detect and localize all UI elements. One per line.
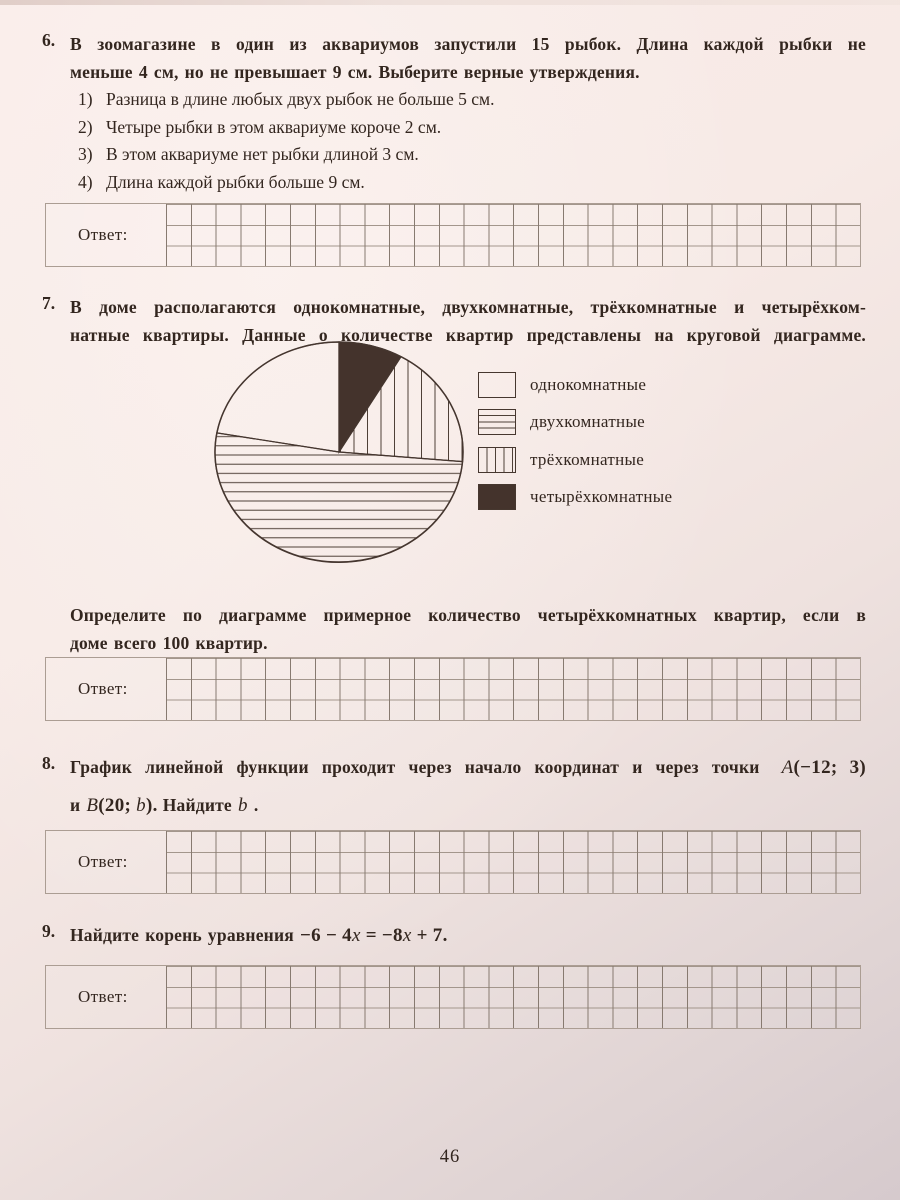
legend-item-two-room bbox=[478, 409, 672, 436]
option-2 bbox=[78, 114, 858, 142]
legend-item-one-room bbox=[478, 371, 672, 398]
option-3 bbox=[78, 141, 858, 169]
option-1-text: Разница в длине любых двух рыбок не больше 5 см. bbox=[106, 89, 495, 109]
answer-grid-9 bbox=[166, 966, 860, 1028]
problem-7-question-line-2: доме всего 100 квартир. bbox=[70, 633, 268, 653]
answer-grid-8 bbox=[166, 831, 860, 893]
legend-label-four-room: четырёхкомнатные bbox=[530, 487, 673, 506]
option-1 bbox=[78, 86, 858, 114]
problem-7-statement bbox=[70, 293, 866, 349]
legend-swatch-white-icon bbox=[478, 372, 516, 398]
option-4-number: 4) bbox=[78, 171, 93, 192]
math-equation: −6 − 4x = −8x + 7. bbox=[299, 925, 448, 946]
answer-box-7 bbox=[45, 657, 861, 721]
option-4-text: Длина каждой рыбки больше 9 см. bbox=[106, 171, 365, 192]
pie-legend bbox=[478, 371, 672, 521]
math-point-A: A(−12; 3) bbox=[781, 757, 867, 778]
problem-6-statement bbox=[70, 30, 866, 86]
problem-8-text-4: . bbox=[253, 795, 259, 815]
problem-8-line-2 bbox=[70, 791, 258, 820]
math-point-B: B(20; b). bbox=[86, 795, 163, 816]
problem-7-number: 7. bbox=[42, 293, 56, 313]
pie-chart-slices bbox=[215, 342, 463, 562]
legend-item-four-room bbox=[478, 484, 672, 511]
answer-label: Ответ: bbox=[78, 852, 128, 871]
answer-box-8 bbox=[45, 830, 861, 894]
problem-9-number: 9. bbox=[42, 921, 56, 941]
problem-6-line-2: меньше 4 см, но не превышает 9 см. Выберите верные утверждения. bbox=[70, 62, 640, 82]
problem-9-text: Найдите корень уравнения bbox=[70, 925, 300, 945]
problem-8-text-2: и bbox=[70, 795, 87, 815]
legend-swatch-black-icon bbox=[478, 484, 516, 510]
answer-label: Ответ: bbox=[78, 987, 128, 1006]
legend-item-three-room bbox=[478, 446, 672, 473]
problem-8-text-1: График линейной функции проходит через начало координат и через точки bbox=[70, 757, 760, 777]
legend-swatch-vertical-stripes-icon bbox=[478, 447, 516, 473]
problem-7-question bbox=[70, 601, 866, 657]
answer-label: Ответ: bbox=[78, 225, 128, 244]
pie-slice-однокомнатные bbox=[217, 342, 339, 452]
problem-8-number: 8. bbox=[42, 753, 56, 773]
option-3-text: В этом аквариуме нет рыбки длиной 3 см. bbox=[106, 144, 419, 164]
pie-chart bbox=[213, 340, 465, 564]
option-2-number: 2) bbox=[78, 116, 93, 137]
problem-9-statement bbox=[70, 921, 448, 950]
problem-6-options bbox=[78, 86, 858, 196]
scan-edge-shadow bbox=[0, 0, 900, 5]
legend-swatch-horizontal-stripes-icon bbox=[478, 409, 516, 435]
option-4 bbox=[78, 169, 858, 197]
option-2-text: Четыре рыбки в этом аквариуме короче 2 см. bbox=[106, 116, 442, 137]
problem-7-line-2: натные квартиры. Данные о количестве квартир представлены на круговой диаграмме. bbox=[70, 325, 866, 345]
option-1-number: 1) bbox=[78, 89, 93, 109]
problem-6-number: 6. bbox=[42, 30, 56, 50]
answer-grid-6 bbox=[166, 204, 860, 266]
option-3-number: 3) bbox=[78, 144, 93, 164]
problem-7-line-1: В доме располагаются однокомнатные, двухкомнатные, трёхкомнатные и четырёхком- bbox=[70, 297, 866, 317]
problem-6-line-1: В зоомагазине в один из аквариумов запустили 15 рыбок. Длина каждой рыбки не bbox=[70, 34, 866, 54]
math-b: b bbox=[237, 795, 248, 816]
answer-box-6 bbox=[45, 203, 861, 267]
page-number: 46 bbox=[439, 1147, 461, 1167]
legend-label-three-room: трёхкомнатные bbox=[530, 449, 645, 469]
answer-label: Ответ: bbox=[78, 679, 128, 698]
legend-label-one-room: однокомнатные bbox=[530, 374, 647, 394]
answer-box-9 bbox=[45, 965, 861, 1029]
legend-label-two-room: двухкомнатные bbox=[530, 412, 646, 431]
answer-grid-7 bbox=[166, 658, 860, 720]
problem-8-text-3: Найдите bbox=[162, 795, 238, 815]
problem-7-question-line-1: Определите по диаграмме примерное количество четырёхкомнатных квартир, если в bbox=[70, 605, 866, 625]
problem-8-line-1 bbox=[70, 753, 866, 782]
